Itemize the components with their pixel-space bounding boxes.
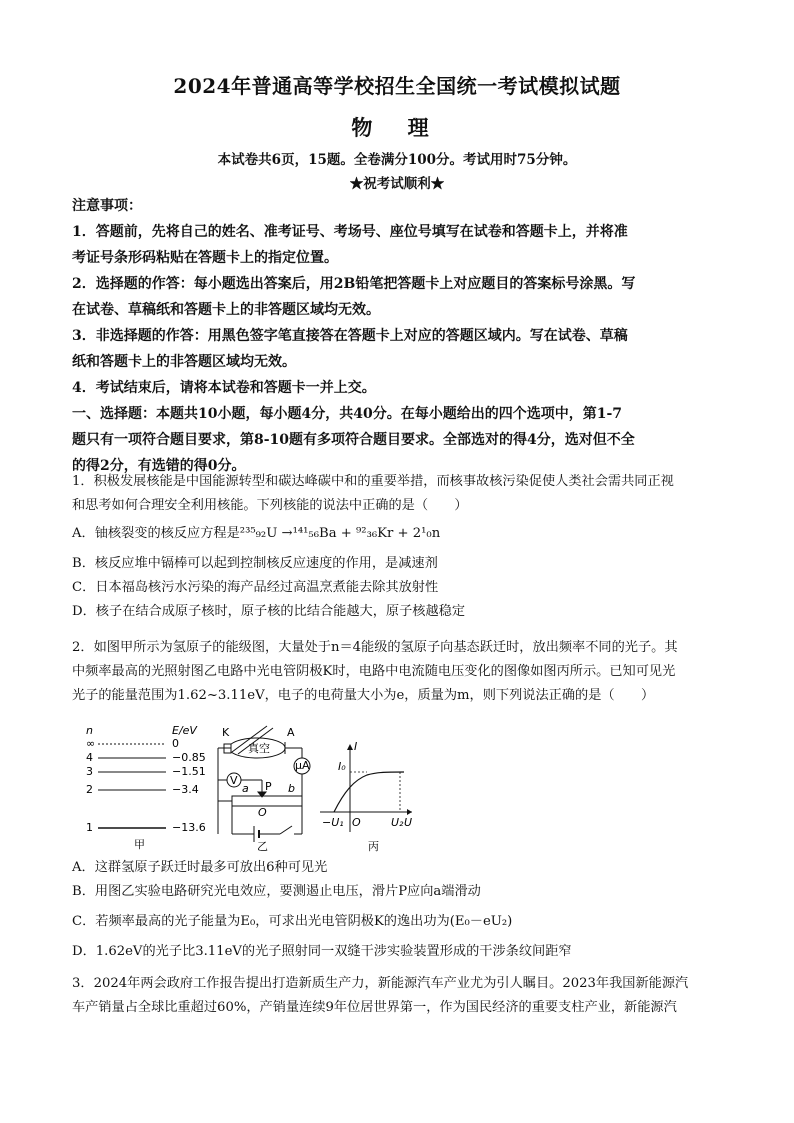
level-n-2: 2 (86, 783, 93, 796)
notes-line: 在试卷、草稿纸和答题卡上的非答题区域均无效。 (72, 302, 380, 318)
energy-level-diagram (86, 724, 206, 851)
question-stem-line: 光子的能量范围为1.62~3.11eV，电子的电荷量大小为e，质量为m，则下列说法正确的是（ ） (72, 688, 655, 703)
level-n-inf: ∞ (86, 737, 96, 750)
level-e-inf: 0 (172, 737, 179, 750)
iu-graph (320, 740, 412, 852)
label-u2: U₂ (391, 816, 404, 829)
option-b: B．用图乙实验电路研究光电效应，要测遏止电压，滑片P应向a端滑动 (72, 884, 481, 899)
question-stem-line: 车产销量占全球比重超过60%，产销量连续9年位居世界第一，作为国民经济的重要支柱产业，新能源汽 (72, 1000, 677, 1015)
exam-meta: 本试卷共6页，15题。全卷满分100分。考试用时75分钟。 (217, 152, 577, 168)
exam-subject: 物 理 (351, 115, 443, 140)
label-ua: μA (295, 759, 310, 772)
label-vacuum: 真空 (248, 742, 270, 755)
level-e-4: −0.85 (172, 751, 206, 764)
notes-heading: 注意事项： (72, 198, 142, 214)
label-k: K (222, 726, 230, 739)
switch (280, 826, 292, 834)
section-choice-intro (72, 401, 724, 479)
notes-section (72, 193, 724, 401)
question-stem-line: 和思考如何合理安全利用核能。下列核能的说法中正确的是（ ） (72, 498, 468, 513)
level-n-3: 3 (86, 765, 93, 778)
photocurrent-curve (334, 772, 404, 812)
question-stem-line: 1．积极发展核能是中国能源转型和碳达峰碳中和的重要举措，而核事故核污染促使人类社会需共同正视 (72, 474, 674, 489)
level-e-2: −3.4 (172, 783, 199, 796)
circuit-labels (222, 726, 310, 852)
label-neg-u1: −U₁ (322, 816, 344, 829)
label-i0: I₀ (338, 760, 346, 773)
section-line: 题只有一项符合题目要求，第8-10题有多项符合题目要求。全部选对的得4分，选对但不全 (72, 432, 635, 448)
label-a: A (287, 726, 295, 739)
label-b-end: b (288, 782, 295, 795)
question-2-options (72, 856, 724, 964)
section-line: 一、选择题：本题共10小题，每小题4分，共40分。在每小题给出的四个选项中，第1-7 (72, 406, 622, 422)
nuclear-equation: ²³⁵₉₂U →¹⁴¹₅₆Ba + ⁹²₃₆Kr + 2¹₀n (239, 526, 441, 541)
question-3 (72, 972, 724, 1020)
option-a: A．这群氢原子跃迁时最多可放出6种可见光 (72, 860, 328, 875)
option-d: D．1.62eV的光子比3.11eV的光子照射同一双缝干涉实验装置形成的干涉条纹间距窄 (72, 944, 572, 959)
label-o: O (258, 806, 267, 819)
label-u: U (404, 816, 412, 829)
question-1 (72, 470, 724, 624)
notes-line: 4．考试结束后，请将本试卷和答题卡一并上交。 (72, 380, 376, 396)
exam-wish: ★祝考试顺利★ (349, 176, 445, 192)
rheostat (232, 796, 302, 806)
question-2-figure (82, 722, 412, 852)
question-2 (72, 636, 724, 708)
energy-axis-label: E/eV (172, 724, 197, 737)
notes-line: 3．非选择题的作答：用黑色签字笔直接答在答题卡上对应的答题区域内。写在试卷、草稿 (72, 328, 628, 344)
label-i: I (354, 740, 358, 753)
question-stem-line: 2．如图甲所示为氢原子的能级图，大量处于n＝4能级的氢原子向基态跃迁时，放出频率不同的光子。其 (72, 640, 678, 655)
option-a-text: A．铀核裂变的核反应方程是 (72, 526, 240, 541)
label-origin: O (352, 816, 361, 829)
question-stem-line: 3．2024年两会政府工作报告提出打造新质生产力，新能源汽车产业尤为引人瞩目。2023年我国新能源汽 (72, 976, 689, 991)
notes-line: 1．答题前，先将自己的姓名、准考证号、考场号、座位号填写在试卷和答题卡上，并将准 (72, 224, 628, 240)
section-line: 的得2分，有选错的得0分。 (72, 458, 246, 474)
level-e-1: −13.6 (172, 821, 206, 834)
figure-caption-jia: 甲 (134, 838, 145, 851)
figure-caption-yi: 乙 (257, 840, 268, 852)
option-b: B．核反应堆中镉棒可以起到控制核反应速度的作用，是减速剂 (72, 556, 438, 571)
n-axis-label: n (86, 724, 93, 737)
exam-title: 2024年普通高等学校招生全国统一考试模拟试题 (173, 74, 621, 98)
notes-line: 考证号条形码粘贴在答题卡上的指定位置。 (72, 250, 338, 266)
label-a-end: a (242, 782, 249, 795)
option-d: D．核子在结合成原子核时，原子核的比结合能越大，原子核越稳定 (72, 604, 466, 619)
option-c: C．若频率最高的光子能量为E₀，可求出光电管阴极K的逸出功为(E₀－eU₂) (72, 914, 513, 929)
question-stem-line: 中频率最高的光照射图乙电路中光电管阴极K时，电路中电流随电压变化的图像如图丙所示。已知可见光 (72, 664, 676, 679)
level-n-1: 1 (86, 821, 93, 834)
i-axis-arrow (347, 744, 353, 750)
figure-caption-bing: 丙 (368, 840, 379, 852)
level-n-4: 4 (86, 751, 93, 764)
option-c: C．日本福岛核污水污染的海产品经过高温烹煮能去除其放射性 (72, 580, 439, 595)
option-a (72, 522, 724, 546)
label-p: P (265, 780, 272, 793)
notes-line: 纸和答题卡上的非答题区域均无效。 (72, 354, 296, 370)
u-axis-arrow (407, 809, 412, 815)
notes-line: 2．选择题的作答：每小题选出答案后，用2B铅笔把答题卡上对应题目的答案标号涂黑。写 (72, 276, 636, 292)
level-e-3: −1.51 (172, 765, 206, 778)
label-v: V (230, 774, 238, 787)
